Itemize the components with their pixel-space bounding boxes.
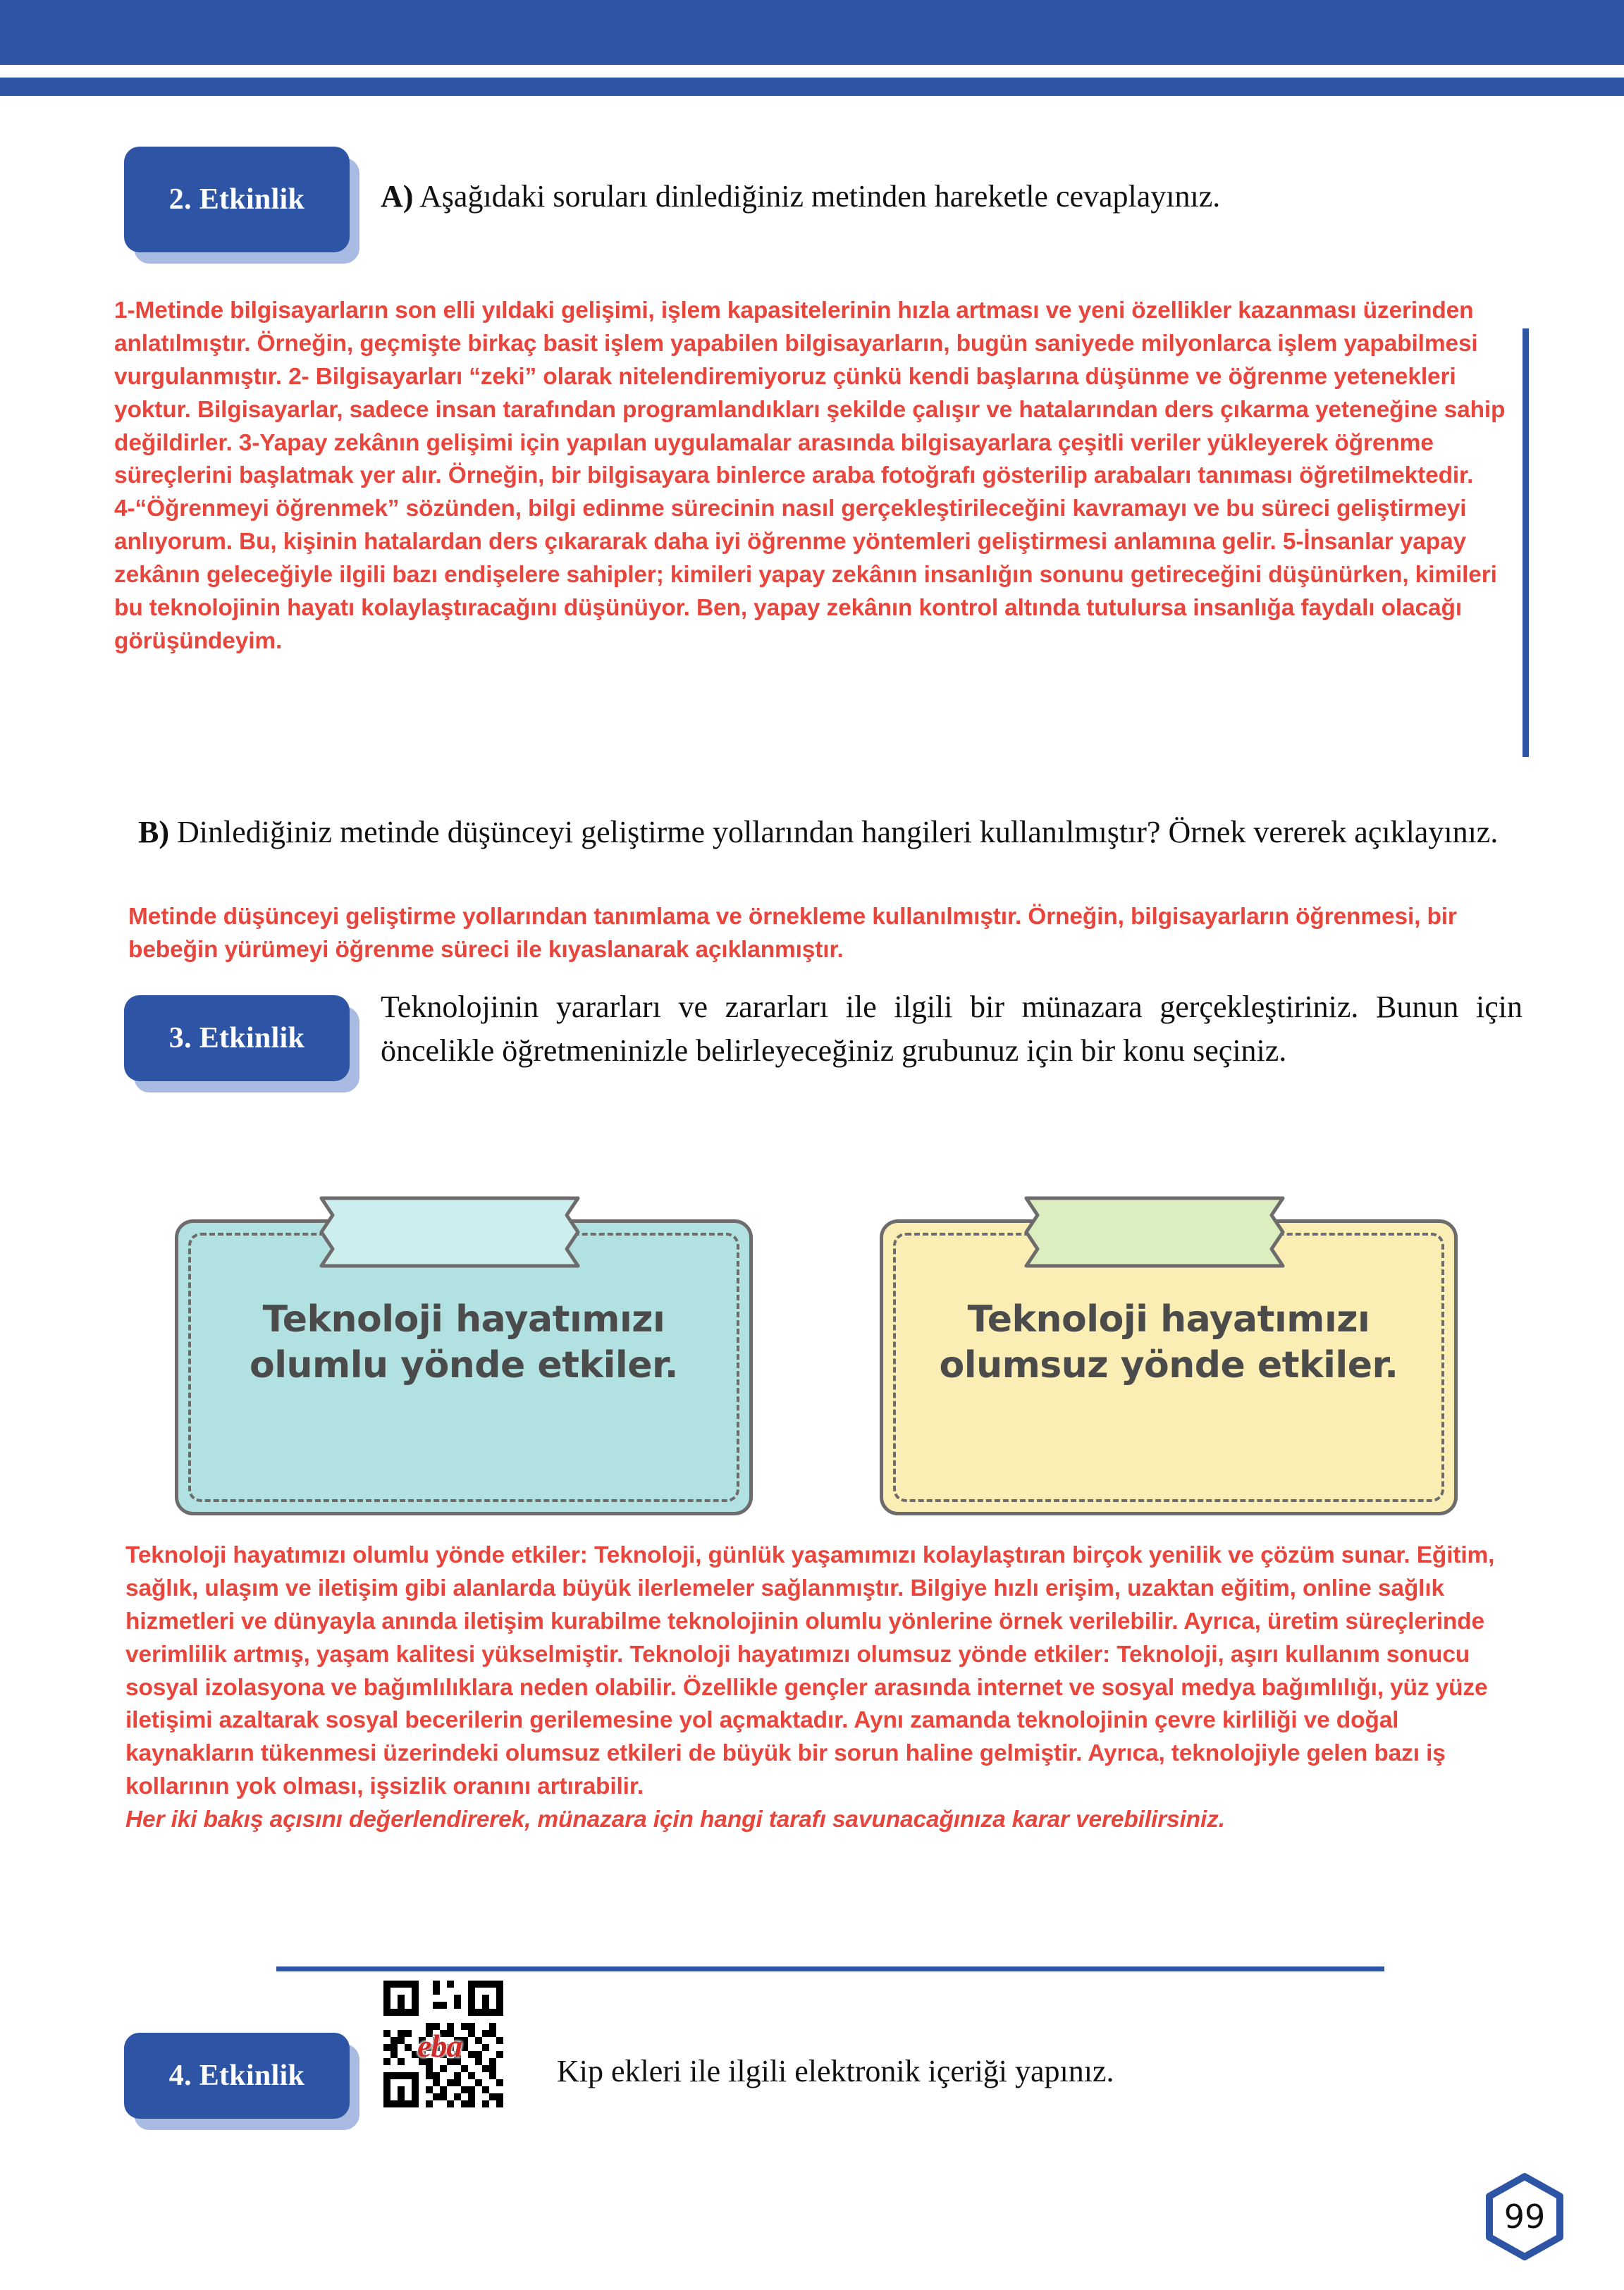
prompt-b-text: Dinlediğiniz metinde düşünceyi geliştirme yollarından hangileri kullanılmıştır? Örnek vererek açıklayınız.	[169, 815, 1499, 849]
activity-badge-3[interactable]	[124, 995, 350, 1081]
prompt-a-text: Aşağıdaki soruları dinlediğiniz metinden hareketle cevaplayınız.	[413, 179, 1221, 214]
answer-c-underline	[276, 1966, 1384, 1971]
answer-a-side-rule	[1522, 328, 1529, 757]
answer-a-item-3: 3-Yapay zekânın gelişimi için yapılan uygulamalar arasında bilgisayarlara çeşitli veriler yükleyerek öğrenme süreçlerini başlatmak yer alır. Örneğin, bir bilgisayara binlerce araba fotoğrafı gösterilip arabaları tanıması öğretilmektedir.	[114, 429, 1474, 489]
prompt-b	[138, 811, 1520, 854]
prompt-activity-4: Kip ekleri ile ilgili elektronik içeriği yapınız.	[557, 2054, 1114, 2088]
page-number-value: 99	[1503, 2198, 1546, 2236]
sticky-note-positive	[175, 1191, 753, 1515]
answer-c-heading-positive: Teknoloji hayatımızı olumlu yönde etkiler:	[125, 1542, 588, 1568]
answer-c-paragraph-negative: Teknoloji, aşırı kullanım sonucu sosyal izolasyona ve bağımlılıklara neden olabilir. Özellikle gençler arasında internet ve sosyal medya bağımlılığı, yüz yüze iletişimi azaltarak sosyal becerilerin gerilemesine yol açmaktadır. Aynı zamanda teknolojinin çevre kirliliği ve doğal kaynakların tükenmesi üzerindeki olumsuz etkileri de büyük bir sorun haline gelmiştir. Ayrıca, teknolojiyle gelen bazı iş kollarının yok olması, işsizlik oranını artırabilir.	[125, 1641, 1488, 1800]
activity-badge-4[interactable]	[124, 2033, 350, 2119]
sticky-note-negative-text: Teknoloji hayatımızı olumsuz yönde etkiler.	[939, 1298, 1398, 1386]
sticky-note-positive-text: Teknoloji hayatımızı olumlu yönde etkiler.	[249, 1298, 679, 1386]
activity-badge-2-label: 2. Etkinlik	[124, 147, 350, 252]
answer-b	[128, 901, 1510, 967]
answer-c-heading-negative: Teknoloji hayatımızı olumsuz yönde etkiler:	[629, 1641, 1111, 1668]
answer-a-item-1: 1-Metinde bilgisayarların son elli yıldaki gelişimi, işlem kapasitelerinin hızla artması ve yeni özellikler kazanması üzerinden anlatılmıştır. Örneğin, geçmişte birkaç basit işlem yapabilen bilgisayarların, bugün saniyede milyonlarca işlem yapabilmesi vurgulanmıştır.	[114, 297, 1478, 390]
answer-c-closing-italic: Her iki bakış açısını değerlendirerek, münazara için hangi tarafı savunacağınıza karar verebilirsiniz.	[125, 1806, 1225, 1833]
activity-badge-2[interactable]	[124, 147, 350, 252]
prompt-a	[381, 175, 1522, 218]
answer-a-item-4: 4-“Öğrenmeyi öğrenmek” sözünden, bilgi edinme sürecinin nasıl gerçekleştirileceğini kavramayı ve bu süreci geliştirmeyi anlıyorum. Bu, kişinin hatalardan ders çıkararak daha iyi öğrenme yöntemleri geliştirmesi anlamına gelir.	[114, 495, 1467, 555]
prompt-a-label: A)	[381, 179, 414, 214]
prompt-b-label: B)	[138, 815, 169, 849]
answer-a-item-5: 5-İnsanlar yapay zekânın geleceğiyle ilgili bazı endişelere sahipler; kimileri yapay zekânın insanlığın sonunu getireceğini düşünürken, kimileri bu teknolojinin hayatı kolaylaştıracağını düşünüyor. Ben, yapay zekânın kontrol altında tutulursa insanlığa faydalı olacağı görüşündeyim.	[114, 529, 1497, 654]
answer-a	[114, 295, 1510, 658]
activity-badge-4-label: 4. Etkinlik	[124, 2033, 350, 2119]
qr-code-icon[interactable]	[376, 1974, 510, 2114]
answer-activity-3	[125, 1539, 1500, 1837]
activity-badge-3-label: 3. Etkinlik	[124, 995, 350, 1081]
washi-tape-icon	[309, 1191, 591, 1281]
answer-b-text: Metinde düşünceyi geliştirme yollarından tanımlama ve örnekleme kullanılmıştır. Örneğin, bilgisayarların öğrenmesi, bir bebeğin yürümeyi öğrenme süreci ile kıyaslanarak açıklanmıştır.	[128, 904, 1457, 963]
page-number	[1480, 2172, 1569, 2261]
washi-tape-icon	[1014, 1191, 1296, 1281]
sticky-note-negative	[880, 1191, 1458, 1515]
answer-c-paragraph-positive: Teknoloji, günlük yaşamımızı kolaylaştıran birçok yenilik ve çözüm sunar. Eğitim, sağlık, ulaşım ve iletişim gibi alanlarda büyük ilerlemeler sağlanmıştır. Bilgiye hızlı erişim, uzaktan eğitim, online sağlık hizmetleri ve dünyayla anında iletişim kurabilme teknolojinin olumlu yönlerine örnek verilebilir. Ayrıca, üretim süreçlerinde verimlilik artmış, yaşam kalitesi yükselmiştir.	[125, 1542, 1495, 1668]
prompt-activity-3: Teknolojinin yararları ve zararları ile ilgili bir münazara gerçekleştiriniz. Bunun için öncelikle öğretmeninizle belirleyeceğiniz grubunuz için bir konu seçiniz.	[381, 990, 1522, 1069]
eba-logo: eba	[417, 2028, 462, 2064]
answer-a-item-2: 2- Bilgisayarları “zeki” olarak nitelendiremiyoruz çünkü kendi başlarına düşünme ve öğrenme yetenekleri yoktur. Bilgisayarlar, sadece insan tarafından programlandıkları şekilde çalışır ve hatalarından ders çıkarma yeteneğine sahip değildirler.	[114, 363, 1506, 456]
